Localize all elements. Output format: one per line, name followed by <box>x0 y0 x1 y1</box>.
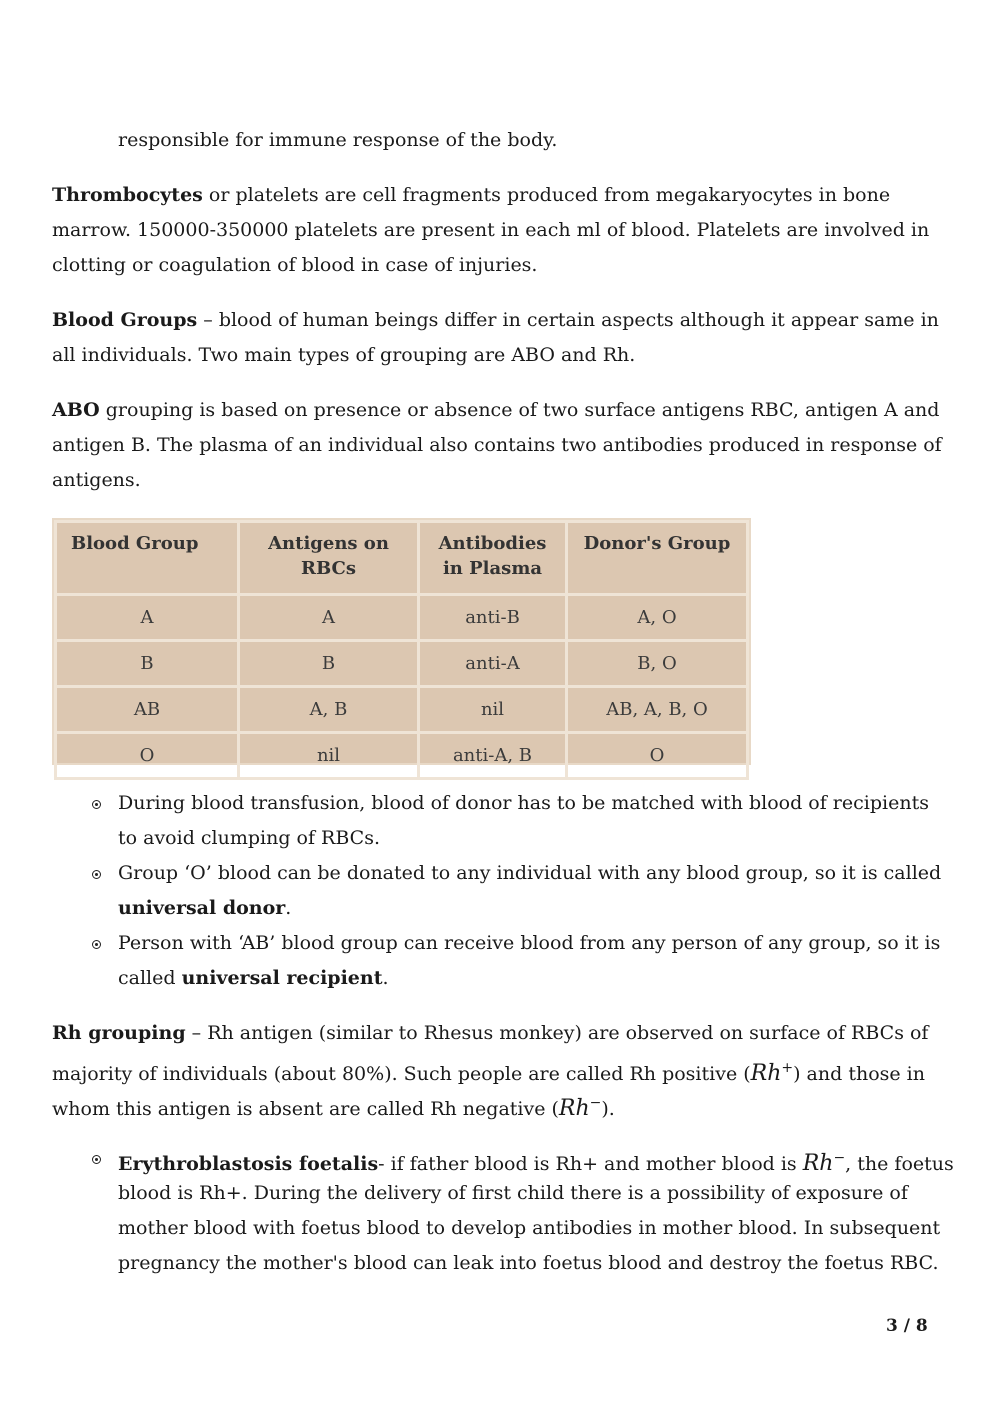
thrombocytes-line-2: marrow. 150000-350000 platelets are present in each ml of blood. Platelets are involved in <box>52 219 930 241</box>
table-row <box>56 595 748 641</box>
table-cell: anti-A <box>419 641 567 687</box>
abo-line-2: antigen B. The plasma of an individual also contains two antibodies produced in response of <box>52 434 942 456</box>
table-row <box>56 733 748 779</box>
header-donors-group: Donor's Group <box>567 522 748 595</box>
table-cell: B <box>56 641 239 687</box>
table-cell: AB <box>56 687 239 733</box>
bullet-universal-donor-line-1: Group ‘O’ blood can be donated to any individual with any blood group, so it is called <box>118 862 942 884</box>
table-cell: A, O <box>567 595 748 641</box>
abo-line-1: ABO grouping is based on presence or absence of two surface antigens RBC, antigen A and <box>52 399 940 421</box>
table-cell: nil <box>239 733 419 779</box>
abo-line-3: antigens. <box>52 469 141 491</box>
bullet-icon <box>92 800 101 809</box>
thrombocytes-term: Thrombocytes <box>52 184 203 206</box>
erythro-line-4: pregnancy the mother's blood can leak into foetus blood and destroy the foetus RBC. <box>118 1252 939 1274</box>
erythro-line-2: blood is Rh+. During the delivery of first child there is a possibility of exposure of <box>118 1182 908 1204</box>
table-cell: O <box>567 733 748 779</box>
table-cell: O <box>56 733 239 779</box>
table-cell: A <box>239 595 419 641</box>
table-row <box>56 641 748 687</box>
bullet-icon <box>92 870 101 879</box>
rh-line-3: whom this antigen is absent are called Rh negative (Rh−). <box>52 1095 615 1121</box>
header-antibodies: Antibodies in Plasma <box>419 522 567 595</box>
bullet-transfusion-line-2: to avoid clumping of RBCs. <box>118 827 381 849</box>
table-header-row <box>56 522 748 595</box>
table-cell: nil <box>419 687 567 733</box>
blood-group-table <box>52 518 751 765</box>
table-row <box>56 687 748 733</box>
rh-grouping-term: Rh grouping <box>52 1022 186 1044</box>
bullet-icon <box>92 940 101 949</box>
header-antigens: Antigens on RBCs <box>239 522 419 595</box>
table-cell: B <box>239 641 419 687</box>
blood-groups-line-1: Blood Groups – blood of human beings differ in certain aspects although it appear same in <box>52 309 939 331</box>
page-number: 3 / 8 <box>886 1316 928 1336</box>
header-blood-group: Blood Group <box>56 522 239 595</box>
bullet-universal-recipient-line-1: Person with ‘AB’ blood group can receive blood from any person of any group, so it is <box>118 932 941 954</box>
bullet-universal-donor-line-2: universal donor. <box>118 897 292 919</box>
paragraph-continuation: responsible for immune response of the body. <box>118 129 558 151</box>
thrombocytes-line-3: clotting or coagulation of blood in case of injuries. <box>52 254 538 276</box>
table-cell: A <box>56 595 239 641</box>
thrombocytes-line-1: Thrombocytes or platelets are cell fragments produced from megakaryocytes in bone <box>52 184 891 206</box>
universal-donor-term: universal donor <box>118 897 286 919</box>
erythro-line-1: Erythroblastosis foetalis- if father blood is Rh+ and mother blood is Rh−, the foetus <box>118 1150 954 1176</box>
table-cell: A, B <box>239 687 419 733</box>
blood-groups-line-2: all individuals. Two main types of grouping are ABO and Rh. <box>52 344 636 366</box>
bullet-icon <box>92 1155 101 1164</box>
table-cell: anti-B <box>419 595 567 641</box>
table-cell: B, O <box>567 641 748 687</box>
blood-groups-term: Blood Groups <box>52 309 198 331</box>
rh-negative-symbol: Rh− <box>802 1150 846 1176</box>
erythroblastosis-term: Erythroblastosis foetalis <box>118 1153 379 1175</box>
table-cell: AB, A, B, O <box>567 687 748 733</box>
rh-line-1: Rh grouping – Rh antigen (similar to Rhesus monkey) are observed on surface of RBCs of <box>52 1022 929 1044</box>
bullet-transfusion-line-1: During blood transfusion, blood of donor has to be matched with blood of recipients <box>118 792 929 814</box>
abo-term: ABO <box>52 399 100 421</box>
rh-positive-symbol: Rh+ <box>750 1060 794 1086</box>
table-cell: anti-A, B <box>419 733 567 779</box>
universal-recipient-term: universal recipient <box>181 967 383 989</box>
erythro-line-3: mother blood with foetus blood to develop antibodies in mother blood. In subsequent <box>118 1217 941 1239</box>
rh-negative-symbol: Rh− <box>558 1095 602 1121</box>
rh-line-2: majority of individuals (about 80%). Such people are called Rh positive (Rh+) and those in <box>52 1060 925 1086</box>
bullet-universal-recipient-line-2: called universal recipient. <box>118 967 389 989</box>
